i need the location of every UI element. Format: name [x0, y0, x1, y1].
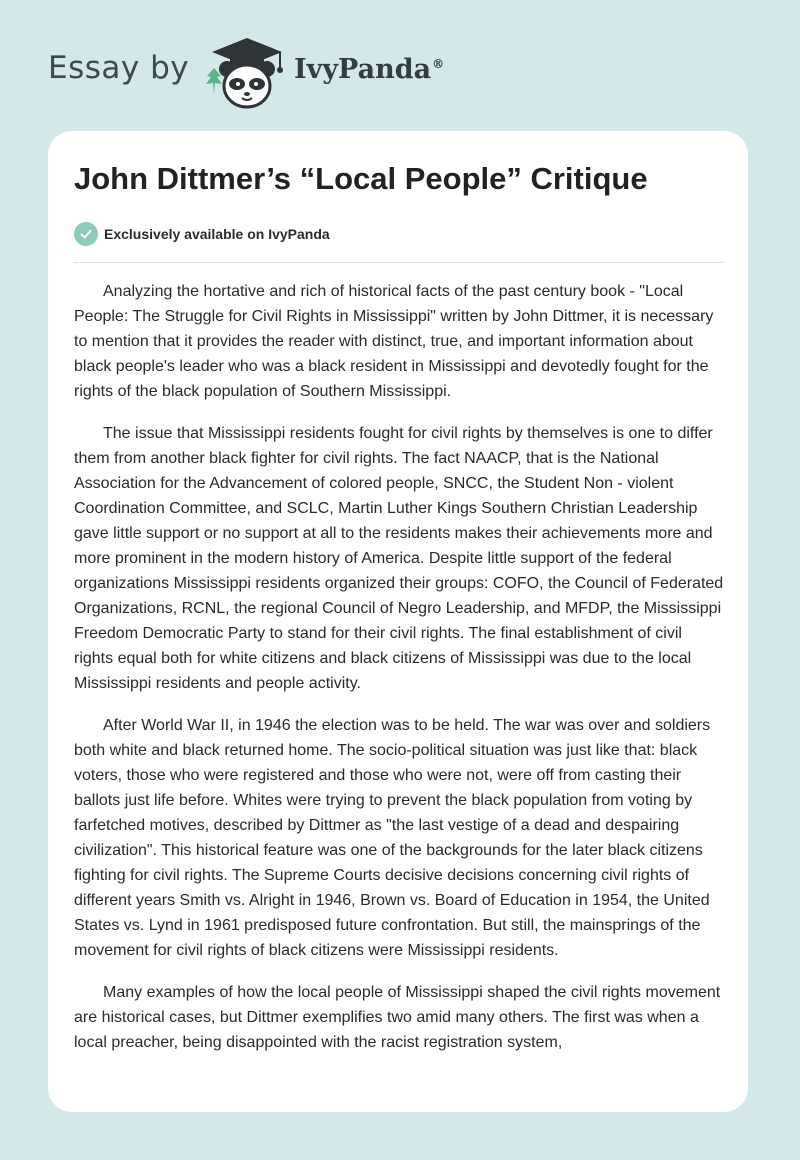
- site-header: [0, 0, 800, 130]
- brand-label: IvyPanda: [294, 54, 432, 85]
- paragraph: Many examples of how the local people of Mississippi shaped the civil rights movement are historical cases, but Dittmer exemplifies two amid many others. The first was when a local preacher, being disappointed with the racist registration system,: [74, 984, 721, 1051]
- ivy-leaf-icon: [203, 66, 225, 96]
- brand-name[interactable]: [294, 54, 444, 85]
- essay-body: [74, 279, 724, 1072]
- essay-title: John Dittmer’s “Local People” Critique: [74, 161, 648, 196]
- badge-text: Exclusively available on IvyPanda: [104, 226, 330, 242]
- essay-card: [48, 131, 748, 1112]
- trademark-symbol: ®: [432, 57, 445, 71]
- paragraph: After World War II, in 1946 the election was to be held. The war was over and soldiers both white and black returned home. The socio-political situation was just like that: black voters, those who were registered and those who were not, were off from casting their ballots just life before. Whites were trying to prevent the black population from voting by farfetched motives, described by Dittmer as "the last vestige of a dead and despairing civilization". This historical feature was one of the backgrounds for the later black citizens fighting for civil rights. The Supreme Courts decisive decisions concerning civil rights of different years Smith vs. Alright in 1946, Brown vs. Board of Education in 1954, the United States vs. Lynd in 1961 predisposed future confrontation. But still, the mainsprings of the movement for civil rights of black citizens were Mississippi residents.: [74, 717, 711, 959]
- exclusive-badge: [74, 222, 330, 246]
- title-divider: [74, 262, 724, 263]
- essay-by-label: Essay by: [48, 50, 190, 86]
- paragraph: Analyzing the hortative and rich of historical facts of the past century book - "Local People: The Struggle for Civil Rights in Mississippi" written by John Dittmer, it is necessary to mention that it provides the reader with distinct, true, and important information about black people's leader who was a black resident in Mississippi and devotedly fought for the rights of the black population of Southern Mississippi.: [74, 283, 714, 400]
- check-circle-icon: [74, 222, 98, 246]
- paragraph: The issue that Mississippi residents fought for civil rights by themselves is one to differ them from another black fighter for civil rights. The fact NAACP, that is the National Association for the Advancement of colored people, SNCC, the Student Non - violent Coordination Committee, and SCLC, Martin Luther Kings Southern Christian Leadership gave little support or no support at all to the residents makes their achievements more and more prominent in the modern history of America. Despite little support of the federal organizations Mississippi residents organized their groups: COFO, the Council of Federated Organizations, RCNL, the regional Council of Negro Leadership, and MFDP, the Mississippi Freedom Democratic Party to stand for their civil rights. The final establishment of civil rights equal both for white citizens and black citizens of Mississippi was due to the local Mississippi residents and people activity.: [74, 425, 724, 692]
